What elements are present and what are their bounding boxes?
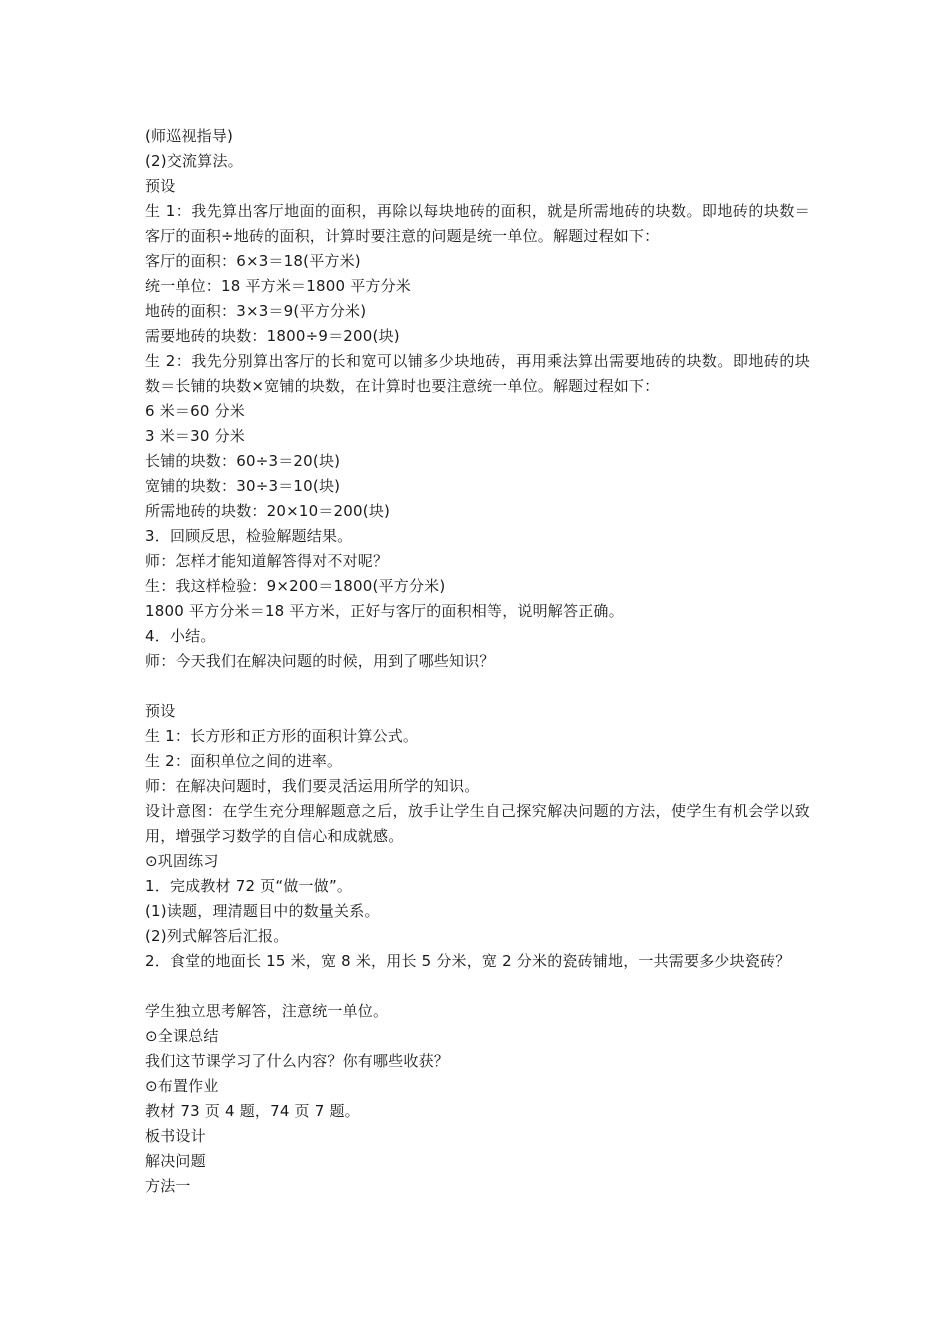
text-line: (2)交流算法。: [145, 152, 243, 170]
text-line: 4．小结。: [145, 627, 216, 645]
text-line: 地砖的面积：3×3＝9(平方分米): [145, 302, 367, 320]
text-line: 3．回顾反思，检验解题结果。: [145, 527, 353, 545]
text-line: 生：我这样检验：9×200＝1800(平方分米): [145, 577, 446, 595]
text-line: 长铺的块数：60÷3＝20(块): [145, 452, 341, 470]
text-line: 解决问题: [145, 1152, 206, 1170]
text-line: 所需地砖的块数：20×10＝200(块): [145, 502, 391, 520]
text-line: 生 2：我先分别算出客厅的长和宽可以铺多少块地砖，再用乘法算出需要地砖的块数。即地砖的块数＝长铺的块数×宽铺的块数，在计算时也要注意统一单位。解题过程如下：: [145, 352, 810, 395]
text-line: (师巡视指导): [145, 127, 234, 145]
text-line: 师：在解决问题时，我们要灵活运用所学的知识。: [145, 777, 480, 795]
text-line: 师：怎样才能知道解答得对不对呢？: [145, 552, 389, 570]
text-line: 6 米＝60 分米: [145, 402, 245, 420]
text-line: 1．完成教材 72 页“做一做”。: [145, 877, 353, 895]
section-heading: ⊙全课总结: [145, 1027, 219, 1045]
text-line: 需要地砖的块数：1800÷9＝200(块): [145, 327, 400, 345]
text-line: 设计意图：在学生充分理解题意之后，放手让学生自己探究解决问题的方法，使学生有机会学以致用，增强学习数学的自信心和成就感。: [145, 802, 810, 845]
text-line: 预设: [145, 702, 176, 720]
text-line: (1)读题，理清题目中的数量关系。: [145, 902, 380, 920]
text-line: (2)列式解答后汇报。: [145, 927, 289, 945]
text-line: 板书设计: [145, 1127, 206, 1145]
blank-line: [145, 974, 810, 999]
text-line: 方法一: [145, 1177, 191, 1195]
blank-line: [145, 674, 810, 699]
text-line: 客厅的面积：6×3＝18(平方米): [145, 252, 361, 270]
text-line: 3 米＝30 分米: [145, 427, 245, 445]
text-line: 教材 73 页 4 题，74 页 7 题。: [145, 1102, 360, 1120]
text-line: 统一单位：18 平方米＝1800 平方分米: [145, 277, 411, 295]
text-line: 师：今天我们在解决问题的时候，用到了哪些知识？: [145, 652, 495, 670]
text-line: 2．食堂的地面长 15 米，宽 8 米，用长 5 分米，宽 2 分米的瓷砖铺地，一共需要多少块瓷砖？: [145, 952, 791, 970]
text-line: 宽铺的块数：30÷3＝10(块): [145, 477, 341, 495]
text-line: 生 1：我先算出客厅地面的面积，再除以每块地砖的面积，就是所需地砖的块数。即地砖的块数＝客厅的面积÷地砖的面积，计算时要注意的问题是统一单位。解题过程如下：: [145, 202, 810, 245]
section-heading: ⊙巩固练习: [145, 852, 219, 870]
text-line: 生 2：面积单位之间的进率。: [145, 752, 343, 770]
document-body: [145, 124, 810, 1199]
section-heading: ⊙布置作业: [145, 1077, 219, 1095]
text-line: 生 1：长方形和正方形的面积计算公式。: [145, 727, 419, 745]
text-line: 1800 平方分米＝18 平方米，正好与客厅的面积相等，说明解答正确。: [145, 602, 624, 620]
text-line: 我们这节课学习了什么内容？你有哪些收获？: [145, 1052, 450, 1070]
text-line: 学生独立思考解答，注意统一单位。: [145, 1002, 389, 1020]
text-line: 预设: [145, 177, 176, 195]
